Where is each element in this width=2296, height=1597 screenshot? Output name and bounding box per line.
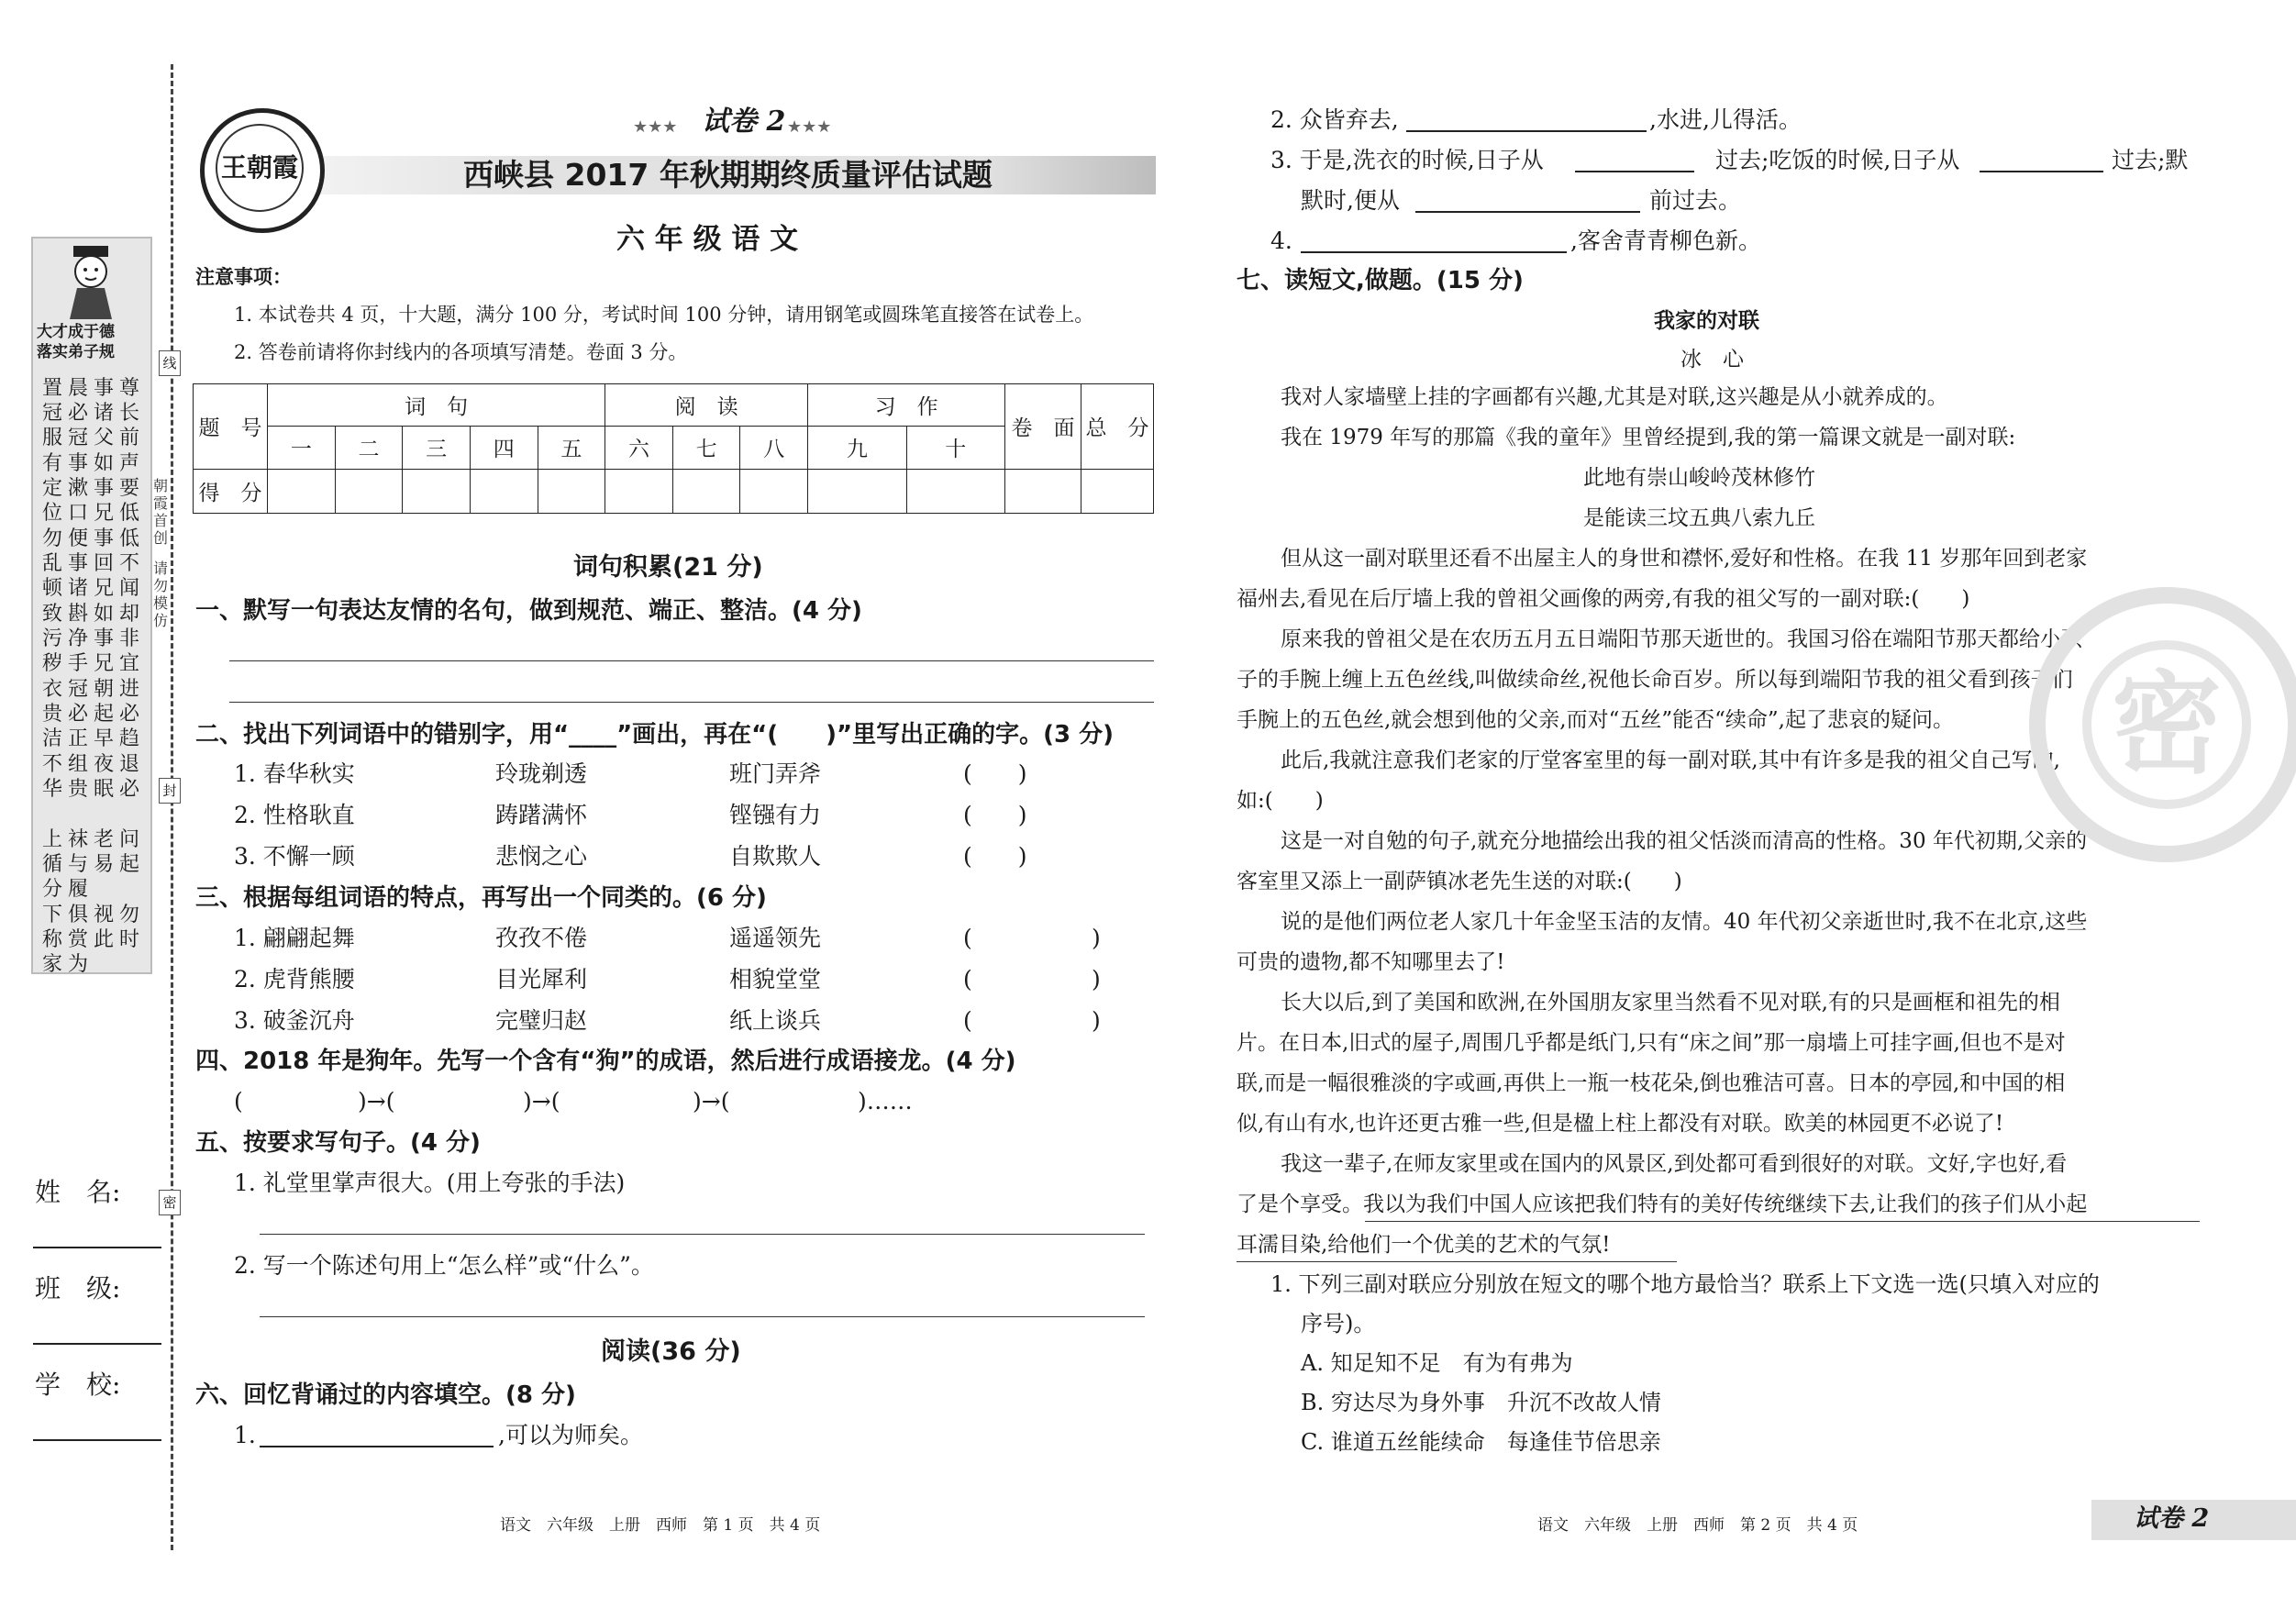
paper-tag-stars-right: ★★★	[787, 117, 832, 137]
score-cell[interactable]	[268, 469, 336, 513]
couplet-line: 此地有崇山峻岭茂林修竹	[1583, 466, 1815, 490]
passage-line: 长大以后,到了美国和欧洲,在外国朋友家里当然看不见对联,有的只是画框和祖先的相	[1281, 991, 2060, 1015]
q3-word: 遥遥领先	[729, 925, 822, 951]
passage-line: 我在 1979 年写的那篇《我的童年》里曾经提到,我的第一篇课文就是一副对联:	[1281, 426, 2016, 449]
scholar-figure	[61, 246, 121, 319]
q6-3-blank[interactable]	[1980, 171, 2103, 172]
motto-col: 组贵	[67, 753, 88, 801]
motto-col: 袜与履	[67, 828, 88, 901]
q3-paren-open[interactable]: (	[963, 966, 972, 993]
paper-tag: 试卷 2	[702, 105, 786, 138]
exam-title: 西峡县 2017 年秋期期终质量评估试题	[463, 157, 993, 193]
q3-paren-close: )	[1092, 925, 1101, 951]
q6-4-num: 4.	[1270, 227, 1292, 254]
motto-col: 事诸父	[93, 377, 114, 449]
q2-word: 班门弄斧	[729, 760, 822, 787]
motto-col: 如事兄	[93, 603, 114, 675]
paper-tag-stars-left: ★★★	[633, 117, 678, 137]
motto-col: 致污秽	[41, 603, 62, 675]
q3-paren-open[interactable]: (	[963, 1007, 972, 1034]
passage-line: 可贵的遗物,都不知哪里去了!	[1237, 950, 1505, 974]
couplet-line: 是能读三坟五典八索九丘	[1583, 506, 1815, 530]
motto-col: 朝起早	[93, 678, 114, 750]
passage-author: 冰 心	[1680, 348, 1744, 372]
motto-col: 声要低	[118, 452, 139, 525]
q2-row	[234, 760, 1151, 790]
q3-row	[234, 1007, 1151, 1037]
passage-body	[1237, 383, 2200, 1264]
q2-row	[234, 843, 1151, 872]
class-label: 班 级:	[35, 1273, 121, 1303]
q6-4-tail: ,客舍青青柳色新。	[1570, 227, 1761, 254]
seal-mark-feng: 封	[159, 778, 181, 804]
score-table-num: 七	[672, 427, 740, 469]
motto-grid	[40, 376, 145, 976]
q6-3d: 默时,便从	[1301, 187, 1400, 214]
q3-word: 1. 翩翩起舞	[234, 925, 355, 951]
passage-underline	[1237, 1261, 1677, 1262]
passage-line: 客室里又添上一副萨镇冰老先生送的对联:( )	[1237, 870, 1682, 893]
motto-col: 便事诸	[67, 527, 88, 600]
motto-col: 退必	[118, 753, 139, 801]
score-cell[interactable]	[538, 469, 605, 513]
q2-row	[234, 802, 1151, 831]
q2-answer-blank[interactable]: ( )	[963, 802, 1027, 828]
question-3: 三、根据每组词语的特点，再写出一个同类的。(6 分)	[195, 884, 767, 912]
q6-1-blank[interactable]	[260, 1446, 494, 1447]
passage-line: 我对人家墙壁上挂的字画都有兴趣,尤其是对联,这兴趣是从小就养成的。	[1281, 385, 1948, 409]
motto-col: 事回兄	[93, 527, 114, 600]
watermark-seal	[2029, 587, 2296, 862]
idiom-chain-part: (	[234, 1088, 243, 1115]
question-6: 六、回忆背诵过的内容填空。(8 分)	[195, 1381, 576, 1409]
paper-badge-text: 试卷 2	[2134, 1504, 2210, 1533]
q6-3a: 3. 于是,洗衣的时候,日子从	[1270, 147, 1544, 173]
question-2: 二、找出下列词语中的错别字，用“____”画出，再在“( )”里写出正确的字。(3 分)	[195, 721, 1115, 749]
passage-underline	[1365, 1221, 2200, 1222]
subject-title: 六 年 级 语 文	[616, 223, 799, 256]
motto-col: 置冠服	[41, 377, 62, 449]
q3-word: 2. 虎背熊腰	[234, 966, 355, 993]
motto-col: 问起	[118, 828, 139, 876]
passage-line: 这是一对自勉的句子,就充分地描绘出我的祖父恬淡而清高的性格。30 年代初期,父亲的	[1281, 829, 2088, 853]
question-7: 七、读短文,做题。(15 分)	[1237, 267, 1524, 294]
notes-item-2: 2. 答卷前请将你封线内的各项填写清楚。卷面 3 分。	[234, 341, 688, 363]
motto-col: 如事兄	[93, 452, 114, 525]
q7-1-cont: 序号)。	[1301, 1311, 1376, 1336]
motto-col: 勿乱顿	[41, 527, 62, 600]
score-table-num: 五	[538, 427, 605, 469]
motto-col: 晨必冠	[67, 377, 88, 449]
name-label: 姓 名:	[35, 1177, 121, 1207]
motto-col: 夜眠	[93, 753, 114, 801]
motto-col: 却非宜	[118, 603, 139, 675]
q2-word: 2. 性格耿直	[234, 802, 355, 828]
motto-col: 上循分	[41, 828, 62, 901]
q6-3b: 过去;吃饭的时候,日子从	[1715, 147, 1960, 173]
brand-logo	[200, 108, 325, 233]
section-yuedu-heading: 阅读(36 分)	[601, 1337, 741, 1366]
answer-line[interactable]	[260, 1316, 1145, 1317]
score-table-zongfen: 总 分	[1081, 384, 1154, 470]
binding-dashed-line	[171, 64, 173, 1550]
motto-col: 进必趋	[118, 678, 139, 750]
footer-page-2: 语文 六年级 上册 西师 第 2 页 共 4 页	[1537, 1516, 1858, 1535]
seal-mark-xian: 线	[159, 350, 181, 376]
section-ciju-heading: 词句积累(21 分)	[573, 553, 763, 582]
notes-item-1: 1. 本试卷共 4 页，十大题，满分 100 分，考试时间 100 分钟，请用钢笔或圆珠笔直接答在试卷上。	[234, 304, 1094, 326]
seal-label-2: 请勿模仿	[152, 560, 168, 629]
motto-col: 俱赏为	[67, 904, 88, 976]
motto-col: 衣贵洁	[41, 678, 62, 750]
motto-col: 斟净手	[67, 603, 88, 675]
score-table-juanmian: 卷 面	[1005, 384, 1081, 470]
q3-paren-close: )	[1092, 1007, 1101, 1034]
idiom-chain[interactable]	[234, 1088, 1059, 1117]
score-table-group-yuedu: 阅 读	[605, 384, 808, 427]
score-table-num: 六	[605, 427, 673, 469]
passage-line: 手腕上的五色丝,就会想到他的父亲,而对“五丝”能否“续命”,起了悲哀的疑问。	[1237, 708, 1954, 732]
idiom-chain-part: )→(	[693, 1088, 730, 1115]
footer-page-1: 语文 六年级 上册 西师 第 1 页 共 4 页	[500, 1516, 821, 1535]
q3-word: 孜孜不倦	[495, 925, 588, 951]
motto-col: 有定位	[41, 452, 62, 525]
q6-1-num: 1.	[234, 1422, 256, 1448]
score-cell[interactable]	[1005, 469, 1081, 513]
question-1: 一、默写一句表达友情的名句，做到规范、端正、整洁。(4 分)	[195, 597, 862, 625]
score-cell[interactable]	[740, 469, 808, 513]
q3-row	[234, 966, 1151, 995]
passage-line: 联,而是一幅很雅淡的字或画,再供上一瓶一枝花朵,倒也雅洁可喜。日本的亭园,和中国的相	[1237, 1071, 2066, 1095]
school-label: 学 校:	[35, 1370, 121, 1400]
motto-col: 老易	[93, 828, 114, 876]
couplet-option-b: B. 穷达尽为身外事 升沉不改故人情	[1301, 1390, 1661, 1415]
motto-title-2: 落实弟子规	[37, 343, 115, 361]
name-field[interactable]	[28, 1170, 161, 1252]
q6-3-blank[interactable]	[1415, 211, 1640, 213]
q3-word: 目光犀利	[495, 966, 588, 993]
q3-word: 纸上谈兵	[729, 1007, 822, 1034]
couplet-option-a: A. 知足知不足 有为有弗为	[1301, 1350, 1573, 1376]
passage-line: 子的手腕上缠上五色丝线,叫做续命丝,祝他长命百岁。所以每到端阳节我的祖父看到孩子们	[1237, 668, 2073, 692]
brand-logo-text: 王朝霞	[216, 124, 304, 212]
watermark-seal-char: 密	[2082, 640, 2251, 809]
score-cell[interactable]	[906, 469, 1004, 513]
score-table-group-ciju: 词 句	[268, 384, 605, 427]
passage-line: 此后,我就注意我们老家的厅堂客室里的每一副对联,其中有许多是我的祖父自己写的,	[1281, 749, 2060, 772]
score-cell[interactable]	[605, 469, 673, 513]
idiom-chain-part: )→(	[523, 1088, 560, 1115]
passage-line: 但从这一副对联里还看不出屋主人的身世和襟怀,爱好和性格。在我 11 岁那年回到老家	[1281, 547, 2088, 571]
passage-title: 我家的对联	[1654, 309, 1759, 333]
q6-3c: 过去;默	[2112, 147, 2189, 173]
motto-col: 不华	[41, 753, 62, 801]
motto-col: 冠必正	[67, 678, 88, 750]
passage-line: 如:( )	[1237, 789, 1324, 813]
idiom-chain-part: )……	[858, 1088, 913, 1115]
q3-paren-close: )	[1092, 966, 1101, 993]
q6-2-blank[interactable]	[1406, 130, 1647, 132]
score-table-label-score: 得 分	[194, 469, 268, 513]
school-line	[33, 1439, 161, 1441]
score-cell[interactable]	[672, 469, 740, 513]
q5-item-2: 2. 写一个陈述句用上“怎么样”或“什么”。	[234, 1252, 654, 1279]
q3-row	[234, 925, 1151, 954]
motto-col: 低不闻	[118, 527, 139, 600]
school-field[interactable]	[28, 1362, 161, 1445]
seal-label-1: 朝霞首创	[152, 477, 168, 547]
q6-4-blank[interactable]	[1301, 251, 1567, 253]
q6-3e: 前过去。	[1649, 187, 1742, 214]
seal-mark-mi: 密	[159, 1190, 181, 1215]
score-table-num: 十	[906, 427, 1004, 469]
passage-line: 我这一辈子,在师友家里或在国内的风景区,到处都可看到很好的对联。文好,字也好,看	[1281, 1152, 2068, 1176]
notes-heading: 注意事项：	[195, 266, 292, 288]
q2-word: 铿镪有力	[729, 802, 822, 828]
q6-3-blank[interactable]	[1575, 171, 1694, 172]
question-5: 五、按要求写句子。(4 分)	[195, 1129, 481, 1157]
q3-word: 相貌堂堂	[729, 966, 822, 993]
class-line	[33, 1343, 161, 1345]
idiom-chain-part: )→(	[358, 1088, 395, 1115]
answer-line[interactable]	[260, 1234, 1145, 1235]
score-table-num: 一	[268, 427, 336, 469]
question-4: 四、2018 年是狗年。先写一个含有“狗”的成语，然后进行成语接龙。(4 分)	[195, 1048, 1016, 1075]
score-table-label-num: 题 号	[194, 384, 268, 470]
motto-title-1: 大才成于德	[37, 323, 115, 341]
q3-paren-open[interactable]: (	[963, 925, 972, 951]
q2-word: 3. 不懈一顾	[234, 843, 355, 870]
answer-line[interactable]	[229, 660, 1154, 661]
passage-line-underlined: 耳濡目染,给他们一个优美的艺术的气氛!	[1237, 1233, 1611, 1257]
q2-word: 1. 春华秋实	[234, 760, 355, 787]
q2-word: 玲珑剃透	[495, 760, 588, 787]
score-cell[interactable]	[1081, 469, 1154, 513]
couplet-option-c: C. 谁道五丝能续命 每逢佳节倍思亲	[1301, 1429, 1661, 1455]
paper-badge	[2091, 1500, 2296, 1540]
score-table-group-xizuo: 习 作	[808, 384, 1005, 427]
q3-word: 3. 破釜沉舟	[234, 1007, 355, 1034]
q2-word: 踌躇满怀	[495, 802, 588, 828]
q2-answer-blank[interactable]: ( )	[963, 843, 1027, 870]
passage-line: 说的是他们两位老人家几十年金坚玉洁的友情。40 年代初父亲逝世时,我不在北京,这些	[1281, 910, 2088, 934]
passage-line: 福州去,看见在后厅墙上我的曾祖父画像的两旁,有我的祖父写的一副对联:( )	[1237, 587, 1970, 611]
score-table-num: 九	[808, 427, 906, 469]
motto-col: 事漱口	[67, 452, 88, 525]
q3-word: 完璧归赵	[495, 1007, 588, 1034]
score-cell[interactable]	[403, 469, 471, 513]
q2-answer-blank[interactable]: ( )	[963, 760, 1027, 787]
motto-panel	[31, 237, 152, 974]
score-table-num: 四	[470, 427, 538, 469]
score-table	[193, 383, 1154, 514]
q7-1: 1. 下列三副对联应分别放在短文的哪个地方最恰当？联系上下文选一选(只填入对应的	[1270, 1271, 2100, 1297]
name-line	[33, 1247, 161, 1248]
motto-col: 尊长前	[118, 377, 139, 449]
answer-line[interactable]	[229, 702, 1154, 703]
q6-2-tail: ,水进,儿得活。	[1649, 106, 1802, 133]
q5-item-1: 1. 礼堂里掌声很大。(用上夸张的手法)	[234, 1170, 626, 1196]
score-cell[interactable]	[470, 469, 538, 513]
q6-2-num: 2. 众皆弃去,	[1270, 106, 1399, 133]
motto-col: 勿时	[118, 904, 139, 951]
q2-word: 自欺欺人	[729, 843, 822, 870]
score-cell[interactable]	[335, 469, 403, 513]
passage-line-underlined: 了是个享受。我以为我们中国人应该把我们特有的美好传统继续下去,让我们的孩子们从小起	[1237, 1192, 2088, 1216]
score-table-num: 八	[740, 427, 808, 469]
passage-line: 片。在日本,旧式的屋子,周围几乎都是纸门,只有“床之间”那一扇墙上可挂字画,但也不是对	[1237, 1031, 2066, 1055]
score-table-num: 三	[403, 427, 471, 469]
passage-line: 似,有山有水,也许还更古雅一些,但是楹上柱上都没有对联。欧美的林园更不必说了!	[1237, 1112, 2004, 1136]
q2-word: 悲悯之心	[495, 843, 588, 870]
score-table-num: 二	[335, 427, 403, 469]
motto-col: 视此	[93, 904, 114, 951]
q6-1-tail: ,可以为师矣。	[498, 1422, 643, 1448]
motto-col: 下称家	[41, 904, 62, 976]
passage-line: 原来我的曾祖父是在农历五月五日端阳节那天逝世的。我国习俗在端阳节那天都给小孩	[1281, 627, 2082, 651]
class-field[interactable]	[28, 1266, 161, 1348]
score-cell[interactable]	[808, 469, 906, 513]
